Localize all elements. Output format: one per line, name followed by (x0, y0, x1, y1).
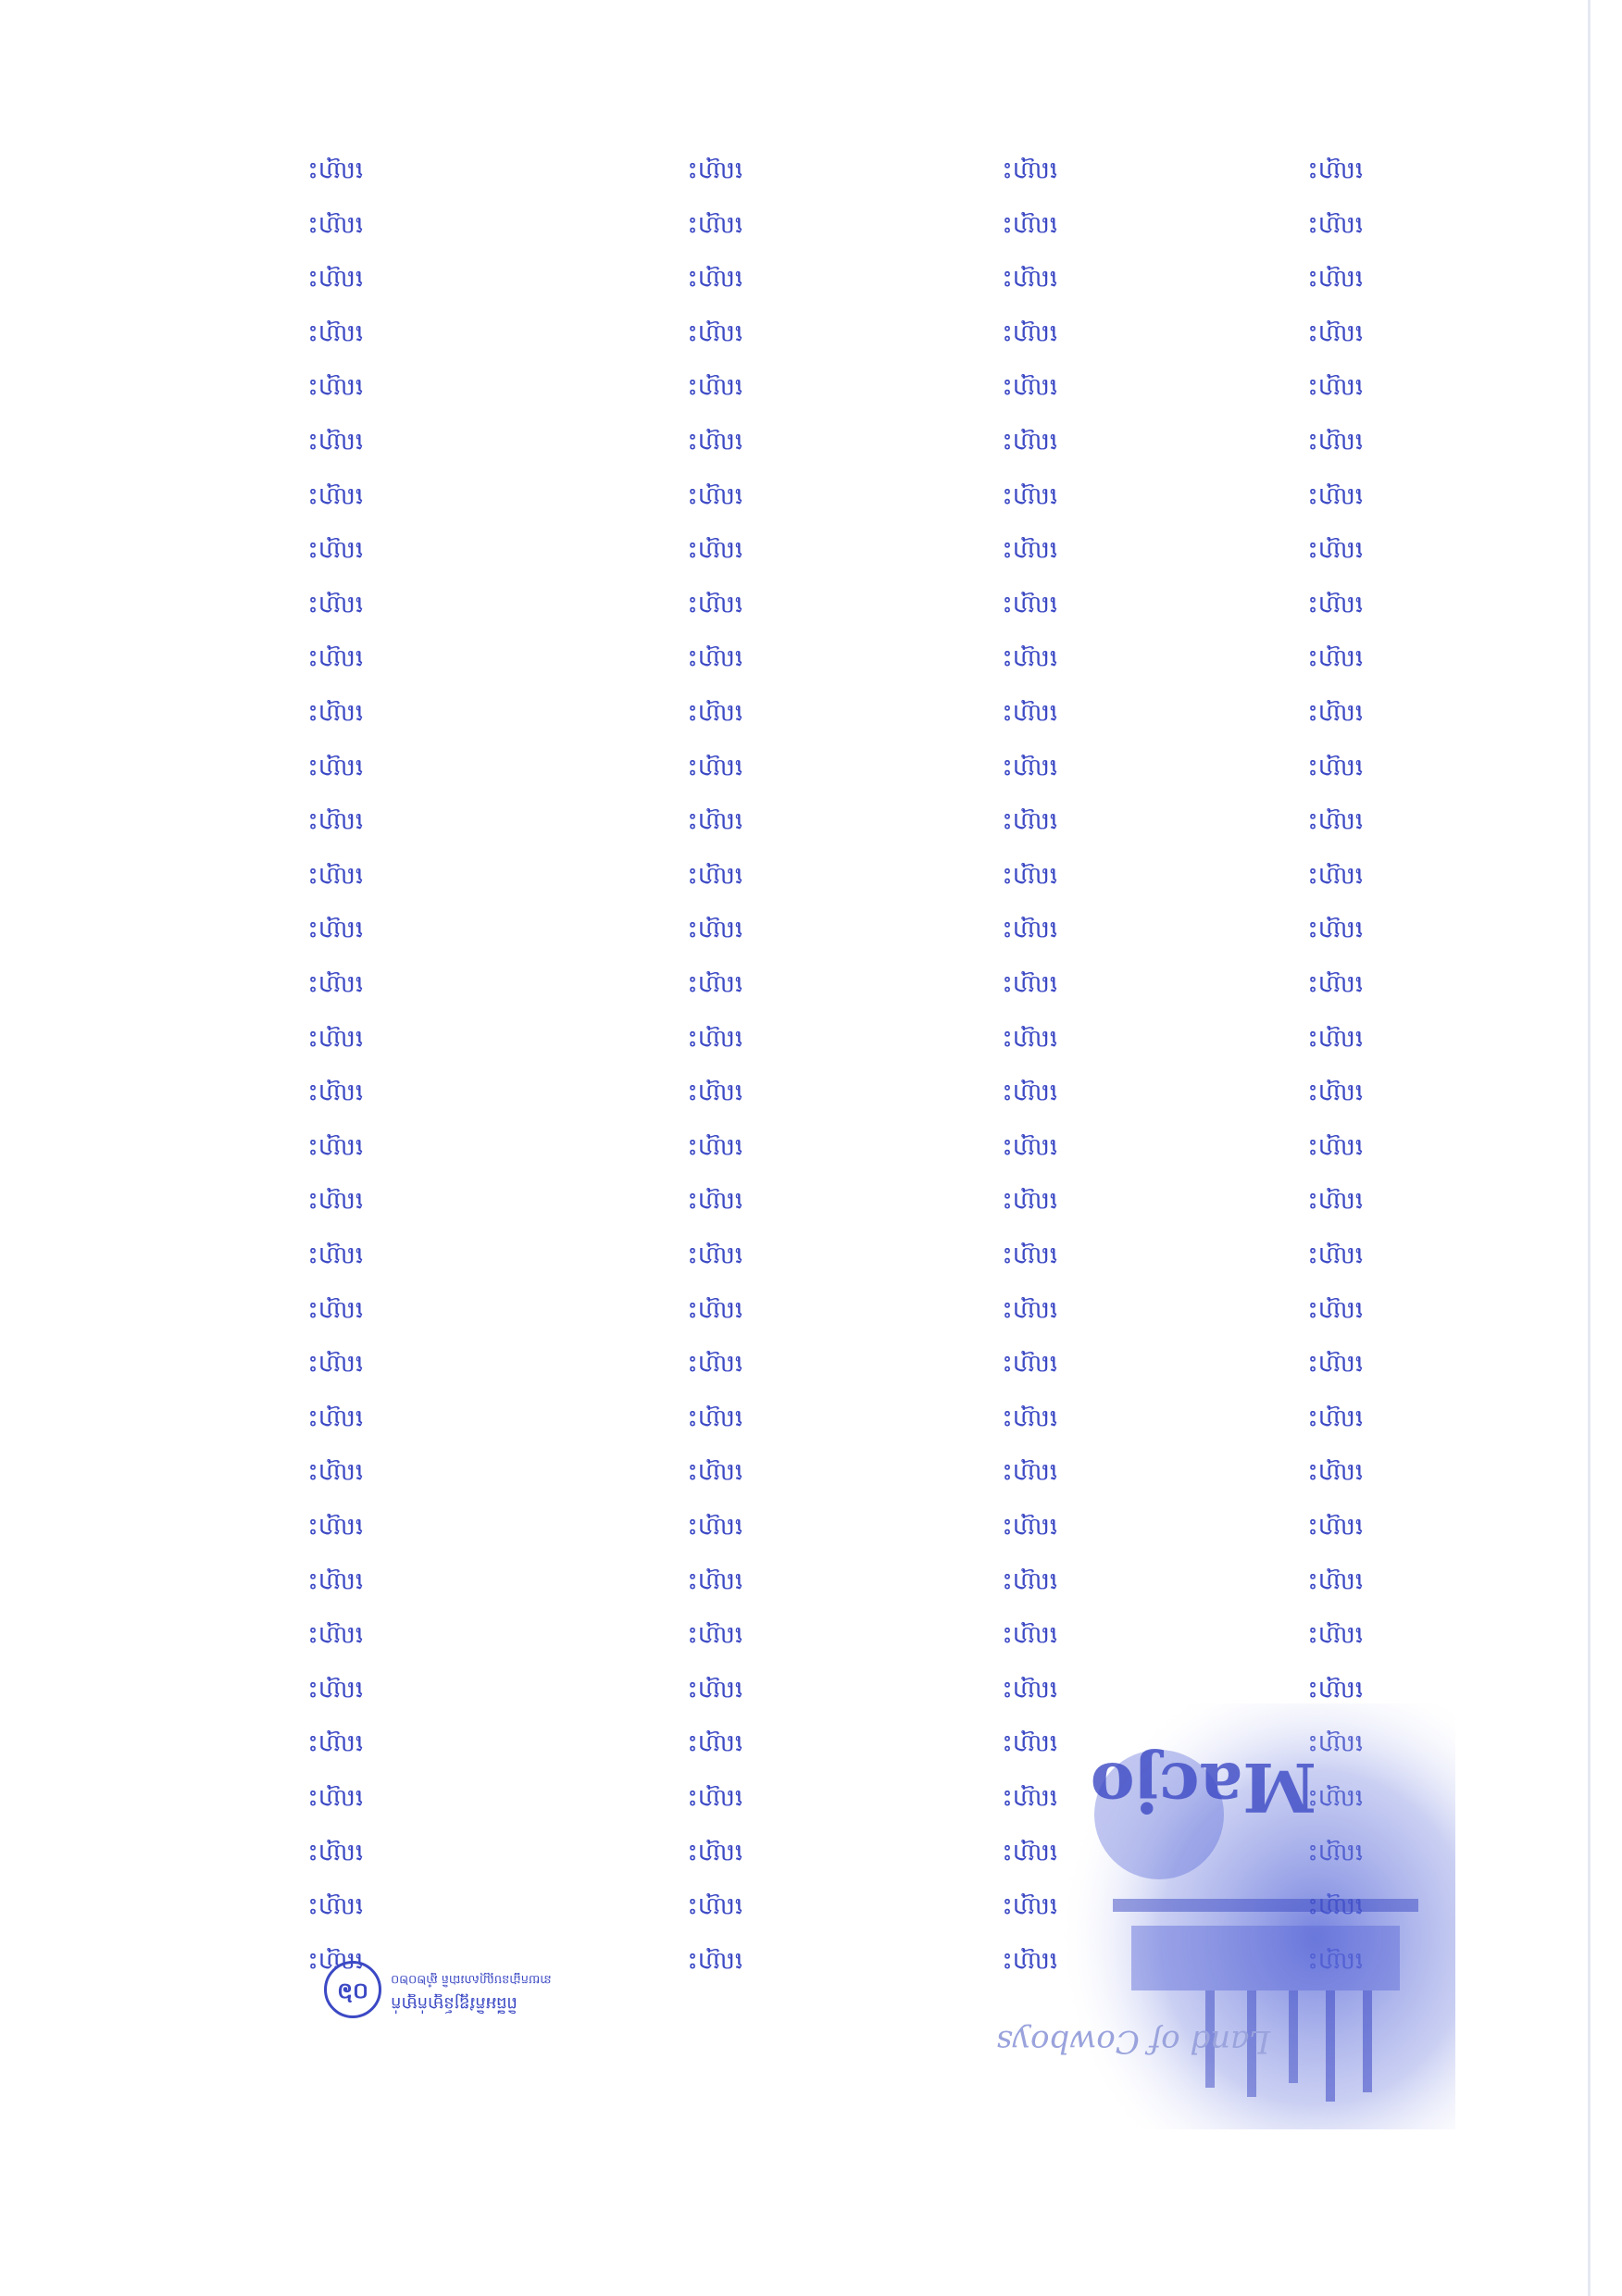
name-entry: ឈ្មោះ (306, 1458, 363, 1487)
name-entry: ឈ្មោះ (1306, 699, 1363, 728)
name-entry: ឈ្មោះ (686, 916, 742, 944)
name-entry: ឈ្មោះ (1306, 318, 1363, 347)
name-entry: ឈ្មោះ (306, 1404, 363, 1432)
name-entry: ឈ្មោះ (1306, 1675, 1363, 1703)
name-entry: ឈ្មោះ (1001, 1512, 1057, 1541)
name-entry: ឈ្មោះ (1001, 807, 1057, 836)
name-entry: ឈ្មោះ (306, 481, 363, 510)
name-entry: ឈ្មោះ (686, 1783, 742, 1812)
name-entry: ឈ្មោះ (686, 1838, 742, 1866)
name-entry: ឈ្មោះ (686, 1079, 742, 1107)
name-entry: ឈ្មោះ (686, 1729, 742, 1758)
name-entry: ឈ្មោះ (686, 265, 742, 293)
logo-text: Macjo (1090, 1748, 1316, 1827)
name-entry: ឈ្មោះ (1306, 1458, 1363, 1487)
name-entry: ឈ្មោះ (686, 1566, 742, 1595)
name-entry: ឈ្មោះ (306, 1512, 363, 1541)
name-entry: ឈ្មោះ (1306, 1404, 1363, 1432)
name-entry: ឈ្មោះ (686, 373, 742, 402)
name-entry: ឈ្មោះ (1001, 1621, 1057, 1650)
name-entry: ឈ្មោះ (686, 1295, 742, 1324)
name-entry: ឈ្មោះ (306, 1132, 363, 1161)
name-entry: ឈ្មោះ (686, 970, 742, 999)
name-entry: ឈ្មោះ (686, 1512, 742, 1541)
name-entry: ឈ្មោះ (686, 1892, 742, 1921)
name-entry: ឈ្មោះ (1001, 536, 1057, 565)
name-entry: ឈ្មោះ (686, 210, 742, 239)
name-entry: ឈ្មោះ (1306, 1621, 1363, 1650)
name-entry: ឈ្មោះ (686, 156, 742, 185)
name-entry: ឈ្មោះ (686, 753, 742, 781)
name-entry: ឈ្មោះ (686, 807, 742, 836)
name-entry: ឈ្មោះ (1306, 428, 1363, 456)
name-entry: ឈ្មោះ (306, 1295, 363, 1324)
name-entry: ឈ្មោះ (1001, 1024, 1057, 1053)
name-entry: ឈ្មោះ (1306, 1295, 1363, 1324)
name-entry: ឈ្មោះ (1001, 916, 1057, 944)
name-entry: ឈ្មោះ (306, 753, 363, 781)
page-number: ០៦ (324, 1961, 381, 2018)
name-entry: ឈ្មោះ (686, 536, 742, 565)
name-entry: ឈ្មោះ (686, 1187, 742, 1216)
name-entry: ឈ្មោះ (1306, 1350, 1363, 1379)
name-entry: ឈ្មោះ (1001, 753, 1057, 781)
name-entry: ឈ្មោះ (1306, 1512, 1363, 1541)
name-entry: ឈ្មោះ (686, 481, 742, 510)
name-entry: ឈ្មោះ (306, 1892, 363, 1921)
name-entry: ឈ្មោះ (306, 536, 363, 565)
footer-title: ពិធីអភិវឌ្ឍន៍ម្នាក់ម្នាក់ (391, 1993, 518, 2013)
name-entry: ឈ្មោះ (1306, 1024, 1363, 1053)
faded-photo-decoration (1057, 1703, 1455, 2129)
name-entry: ឈ្មោះ (686, 1024, 742, 1053)
name-entry: ឈ្មោះ (306, 644, 363, 673)
name-entry: ឈ្មោះ (1306, 644, 1363, 673)
name-entry: ឈ្មោះ (306, 1350, 363, 1379)
name-entry: ឈ្មោះ (1306, 861, 1363, 890)
name-entry: ឈ្មោះ (1001, 1295, 1057, 1324)
name-entry: ឈ្មោះ (686, 1241, 742, 1269)
name-entry: ឈ្មោះ (1001, 1458, 1057, 1487)
name-entry: ឈ្មោះ (1001, 210, 1057, 239)
name-entry: ឈ្មោះ (1001, 1675, 1057, 1703)
name-entry: ឈ្មោះ (1306, 265, 1363, 293)
script-caption: Land of Cowboys (996, 2023, 1270, 2060)
name-entry: ឈ្មោះ (1001, 1566, 1057, 1595)
name-entry: ឈ្មោះ (1001, 970, 1057, 999)
name-entry: ឈ្មោះ (1306, 1566, 1363, 1595)
name-entry: ឈ្មោះ (1306, 373, 1363, 402)
name-entry: ឈ្មោះ (686, 1404, 742, 1432)
name-entry: ឈ្មោះ (1001, 1404, 1057, 1432)
name-entry: ឈ្មោះ (686, 1675, 742, 1703)
name-entry: ឈ្មោះ (686, 1458, 742, 1487)
name-entry: ឈ្មោះ (1001, 1783, 1057, 1812)
name-entry: ឈ្មោះ (1306, 1132, 1363, 1161)
name-entry: ឈ្មោះ (686, 1621, 742, 1650)
name-entry: ឈ្មោះ (306, 1024, 363, 1053)
name-entry: ឈ្មោះ (1001, 1241, 1057, 1269)
name-entry: ឈ្មោះ (1306, 210, 1363, 239)
name-entry: ឈ្មោះ (686, 1132, 742, 1161)
name-entry: ឈ្មោះ (306, 1946, 363, 1975)
name-entry: ឈ្មោះ (306, 1079, 363, 1107)
name-entry: ឈ្មោះ (1306, 590, 1363, 618)
name-entry: ឈ្មោះ (306, 373, 363, 402)
name-entry: ឈ្មោះ (306, 1783, 363, 1812)
name-entry: ឈ្មោះ (306, 210, 363, 239)
name-entry: ឈ្មោះ (1001, 481, 1057, 510)
name-entry: ឈ្មោះ (306, 1241, 363, 1269)
page-footer (289, 1953, 687, 2028)
name-entry: ឈ្មោះ (1001, 1946, 1057, 1975)
name-entry: ឈ្មោះ (1001, 1132, 1057, 1161)
name-entry: ឈ្មោះ (1001, 1187, 1057, 1216)
name-entry: ឈ្មោះ (306, 428, 363, 456)
name-entry: ឈ្មោះ (306, 1187, 363, 1216)
name-entry: ឈ្មោះ (1001, 644, 1057, 673)
name-entry: ឈ្មោះ (306, 861, 363, 890)
name-entry: ឈ្មោះ (1306, 753, 1363, 781)
name-entry: ឈ្មោះ (306, 590, 363, 618)
name-entry: ឈ្មោះ (306, 970, 363, 999)
name-entry: ឈ្មោះ (686, 1350, 742, 1379)
name-entry: ឈ្មោះ (306, 318, 363, 347)
name-entry: ឈ្មោះ (306, 156, 363, 185)
name-entry: ឈ្មោះ (686, 1946, 742, 1975)
name-entry: ឈ្មោះ (686, 590, 742, 618)
name-entry: ឈ្មោះ (1001, 1079, 1057, 1107)
name-entry: ឈ្មោះ (1001, 156, 1057, 185)
name-entry: ឈ្មោះ (1306, 156, 1363, 185)
footer-subtitle: នាយកដ្ឋានបណ្ណសារជាតិ ឆ្នាំ២០២០ (391, 1972, 552, 1986)
name-entry: ឈ្មោះ (1306, 481, 1363, 510)
name-entry: ឈ្មោះ (1001, 699, 1057, 728)
name-entry: ឈ្មោះ (1001, 1838, 1057, 1866)
name-entry: ឈ្មោះ (1306, 1079, 1363, 1107)
name-entry: ឈ្មោះ (686, 428, 742, 456)
name-entry: ឈ្មោះ (1001, 428, 1057, 456)
name-entry: ឈ្មោះ (1001, 1892, 1057, 1921)
name-entry: ឈ្មោះ (1306, 1187, 1363, 1216)
name-entry: ឈ្មោះ (686, 861, 742, 890)
name-entry: ឈ្មោះ (306, 916, 363, 944)
name-entry: ឈ្មោះ (1001, 861, 1057, 890)
name-entry: ឈ្មោះ (1306, 970, 1363, 999)
name-entry: ឈ្មោះ (1306, 807, 1363, 836)
name-entry: ឈ្មោះ (306, 1621, 363, 1650)
name-entry: ឈ្មោះ (1306, 536, 1363, 565)
name-entry: ឈ្មោះ (686, 318, 742, 347)
name-entry: ឈ្មោះ (306, 1729, 363, 1758)
name-entry: ឈ្មោះ (1001, 1350, 1057, 1379)
name-entry: ឈ្មោះ (306, 699, 363, 728)
name-entry: ឈ្មោះ (306, 265, 363, 293)
name-entry: ឈ្មោះ (1001, 373, 1057, 402)
name-entry: ឈ្មោះ (1306, 1241, 1363, 1269)
name-entry: ឈ្មោះ (1306, 916, 1363, 944)
name-entry: ឈ្មោះ (686, 699, 742, 728)
name-entry: ឈ្មោះ (306, 1566, 363, 1595)
name-entry: ឈ្មោះ (1001, 590, 1057, 618)
name-entry: ឈ្មោះ (1001, 1729, 1057, 1758)
name-entry: ឈ្មោះ (1001, 265, 1057, 293)
name-entry: ឈ្មោះ (686, 644, 742, 673)
name-entry: ឈ្មោះ (1001, 318, 1057, 347)
name-entry: ឈ្មោះ (306, 1838, 363, 1866)
name-entry: ឈ្មោះ (306, 807, 363, 836)
name-entry: ឈ្មោះ (306, 1675, 363, 1703)
